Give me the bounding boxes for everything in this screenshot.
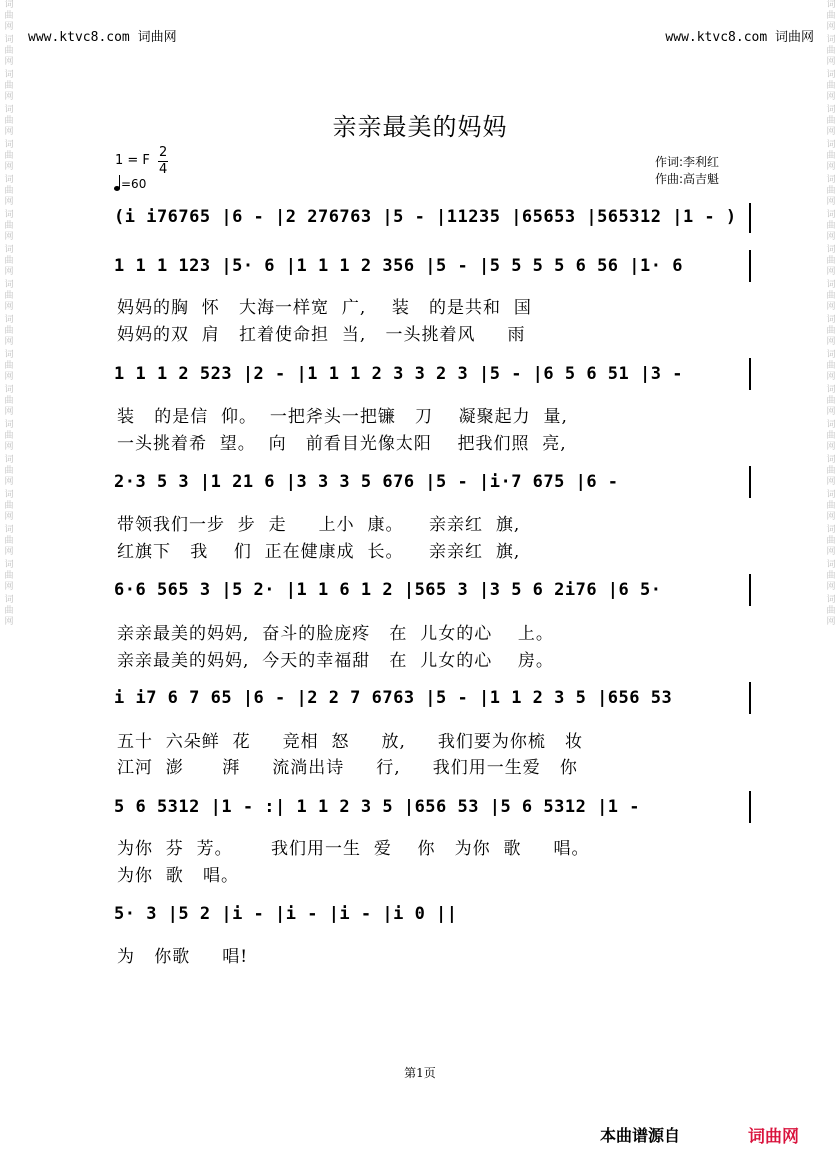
watermark-text: 词 曲 网	[826, 595, 836, 627]
barline	[749, 466, 751, 498]
tempo-value: =60	[121, 177, 147, 191]
watermark-text: 词 曲 网	[4, 525, 14, 557]
watermark-text: 词 曲 网	[826, 70, 836, 102]
lyric-line: 妈妈的胸 怀 大海一样宽 广, 装 的是共和 国	[117, 298, 532, 318]
lyric-line: 装 的是信 仰。 一把斧头一把镰 刀 凝聚起力 量,	[117, 407, 568, 427]
lyricist-credit: 作词:李利红	[655, 155, 720, 169]
song-title: 亲亲最美的妈妈	[332, 113, 508, 141]
brand-logo[interactable]: 词曲网	[748, 1127, 799, 1147]
watermark-text: 词 曲 网	[4, 490, 14, 522]
barline	[749, 574, 751, 606]
watermark-text: 词 曲 网	[826, 210, 836, 242]
lyric-line: 为 你歌 唱!	[117, 947, 249, 967]
lyric-line: 为你 歌 唱。	[117, 866, 240, 886]
barline	[749, 250, 751, 282]
lyric-line: 亲亲最美的妈妈, 今天的幸福甜 在 儿女的心 房。	[117, 651, 554, 671]
barline	[749, 358, 751, 390]
watermark-text: 词 曲 网	[4, 175, 14, 207]
watermark-text: 词 曲 网	[4, 105, 14, 137]
watermark-text: 词 曲 网	[4, 35, 14, 67]
score-line-4: 2·3 5 3 |1 21 6 |3 3 3 5 676 |5 - |i·7 675 |6 -	[114, 472, 619, 492]
lyric-line: 为你 芬 芳。 我们用一生 爱 你 为你 歌 唱。	[117, 839, 590, 859]
lyric-line: 江河 澎 湃 流淌出诗 行, 我们用一生爱 你	[117, 758, 578, 778]
watermark-text: 词 曲 网	[826, 280, 836, 312]
watermark-text: 词 曲 网	[4, 0, 14, 32]
time-signature-bottom: 4	[159, 162, 168, 177]
score-line-7: 5 6 5312 |1 - :| 1 1 2 3 5 |656 53 |5 6 5312 |1 -	[114, 797, 641, 817]
score-line-3: 1 1 1 2 523 |2 - |1 1 1 2 3 3 2 3 |5 - |6 5 6 51 |3 -	[114, 364, 683, 384]
watermark-text: 词 曲 网	[826, 420, 836, 452]
watermark-text: 词 曲 网	[4, 350, 14, 382]
barline	[749, 682, 751, 714]
watermark-text: 词 曲 网	[4, 140, 14, 172]
watermark-text: 词 曲 网	[826, 105, 836, 137]
watermark-text: 词 曲 网	[826, 315, 836, 347]
composer-credit: 作曲:高吉魁	[655, 172, 720, 186]
watermark-text: 词 曲 网	[4, 315, 14, 347]
watermark-text: 词 曲 网	[826, 455, 836, 487]
right-watermark-strip	[824, 0, 838, 1169]
tempo-marking	[114, 175, 146, 191]
watermark-text: 词 曲 网	[826, 385, 836, 417]
score-line-1: (i i76765 |6 - |2 276763 |5 - |11235 |65653 |565312 |1 - )	[114, 207, 737, 227]
score-line-8: 5· 3 |5 2 |i - |i - |i - |i 0 ||	[114, 904, 458, 924]
watermark-text: 词 曲 网	[826, 35, 836, 67]
watermark-text: 词 曲 网	[4, 245, 14, 277]
watermark-text: 词 曲 网	[4, 210, 14, 242]
score-line-6: i i7 6 7 65 |6 - |2 2 7 6763 |5 - |1 1 2 3 5 |656 53	[114, 688, 673, 708]
time-signature	[158, 145, 168, 178]
quarter-note-icon	[114, 175, 121, 191]
site-url-left[interactable]: www.ktvc8.com 词曲网	[28, 30, 177, 45]
watermark-text: 词 曲 网	[826, 175, 836, 207]
lyric-line: 妈妈的双 肩 扛着使命担 当, 一头挑着风 雨	[117, 325, 526, 345]
watermark-text: 词 曲 网	[826, 245, 836, 277]
watermark-text: 词 曲 网	[4, 560, 14, 592]
watermark-text: 词 曲 网	[4, 420, 14, 452]
key-signature: 1 = F	[115, 153, 150, 168]
page-number: 第1页	[404, 1066, 436, 1080]
time-signature-top: 2	[159, 145, 168, 160]
watermark-text: 词 曲 网	[4, 385, 14, 417]
barline	[749, 791, 751, 823]
barline	[749, 203, 751, 233]
watermark-text: 词 曲 网	[826, 490, 836, 522]
watermark-text: 词 曲 网	[4, 70, 14, 102]
watermark-text: 词 曲 网	[4, 455, 14, 487]
watermark-text: 词 曲 网	[826, 560, 836, 592]
lyric-line: 亲亲最美的妈妈, 奋斗的脸庞疼 在 儿女的心 上。	[117, 624, 554, 644]
lyric-line: 一头挑着希 望。 向 前看目光像太阳 把我们照 亮,	[117, 434, 567, 454]
score-line-5: 6·6 565 3 |5 2· |1 1 6 1 2 |565 3 |3 5 6 2i76 |6 5·	[114, 580, 662, 600]
watermark-text: 词 曲 网	[4, 280, 14, 312]
lyric-line: 带领我们一步 步 走 上小 康。 亲亲红 旗,	[117, 515, 521, 535]
score-line-2: 1 1 1 123 |5· 6 |1 1 1 2 356 |5 - |5 5 5 5 6 56 |1· 6	[114, 256, 683, 276]
watermark-text: 词 曲 网	[826, 525, 836, 557]
site-url-right[interactable]: www.ktvc8.com 词曲网	[665, 30, 814, 45]
lyric-line: 五十 六朵鲜 花 竞相 怒 放, 我们要为你梳 妆	[117, 732, 584, 752]
watermark-text: 词 曲 网	[4, 595, 14, 627]
source-label: 本曲谱源自	[600, 1126, 681, 1145]
watermark-text: 词 曲 网	[826, 350, 836, 382]
watermark-text: 词 曲 网	[826, 0, 836, 32]
watermark-text: 词 曲 网	[826, 140, 836, 172]
left-watermark-strip	[2, 0, 16, 1169]
lyric-line: 红旗下 我 们 正在健康成 长。 亲亲红 旗,	[117, 542, 521, 562]
